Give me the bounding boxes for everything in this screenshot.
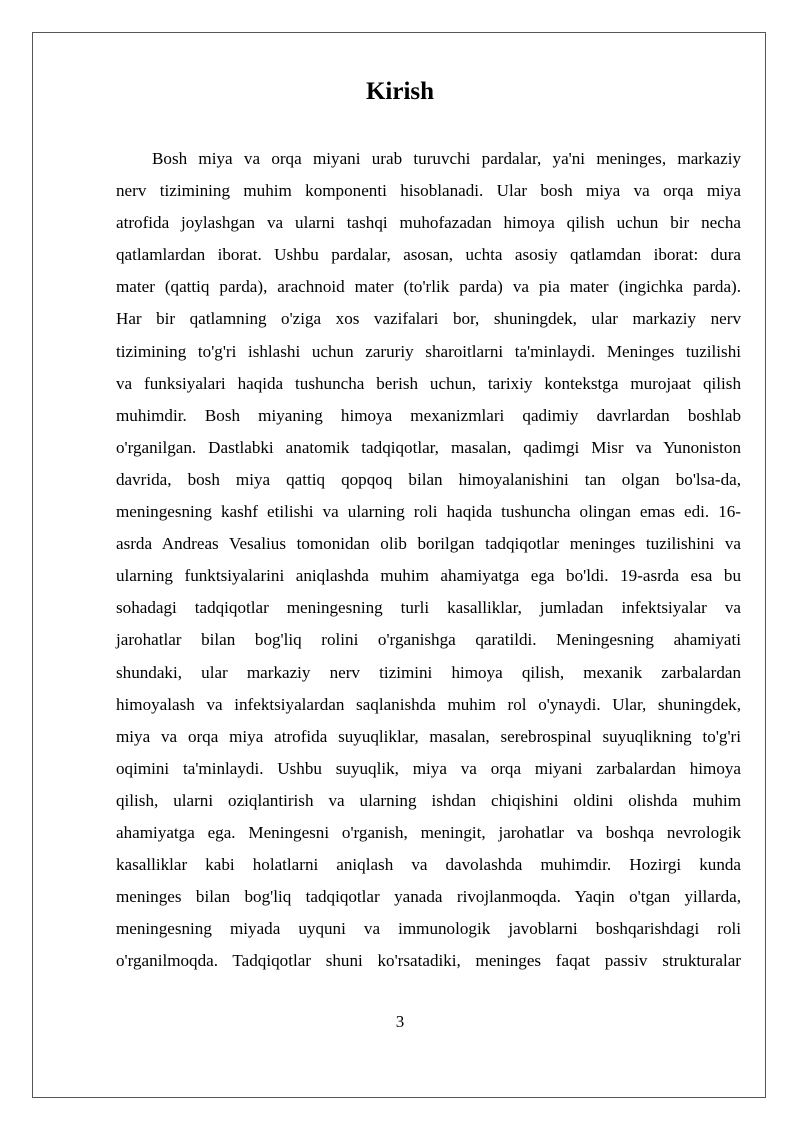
text-line: ahamiyatga ega. Meningesni o'rganish, meningit, jarohatlar va boshqa nevrologik [116,822,741,842]
text-line: miya va orqa miya atrofida suyuqliklar, masalan, serebrospinal suyuqlikning to'g'ri [116,726,741,746]
text-line: tizimining to'g'ri ishlashi uchun zaruriy sharoitlarni ta'minlaydi. Meninges tuzilishi [116,341,741,361]
text-line: ularning funktsiyalarini aniqlashda muhim ahamiyatga ega bo'ldi. 19-asrda esa bu [116,566,741,586]
page-number: 3 [395,1012,405,1031]
text-line: himoyalash va infektsiyalardan saqlanishda muhim rol o'ynaydi. Ular, shuningdek, [116,694,741,714]
body-paragraph [116,143,741,977]
text-line: asrda Andreas Vesalius tomonidan olib borilgan tadqiqotlar meninges tuzilishini va [116,534,741,554]
text-line: Bosh miya va orqa miyani urab turuvchi pardalar, ya'ni meninges, markaziy [152,149,741,168]
text-line: atrofida joylashgan va ularni tashqi muhofazadan himoya qilish uchun bir necha [116,213,741,233]
text-line: qilish, ularni oziqlantirish va ularning ishdan chiqishini oldini olishda muhim [116,790,741,810]
text-line: davrida, bosh miya qattiq qopqoq bilan himoyalanishini tan olgan bo'lsa-da, [116,469,741,489]
text-line: sohadagi tadqiqotlar meningesning turli kasalliklar, jumladan infektsiyalar va [116,598,741,618]
text-line: qatlamlardan iborat. Ushbu pardalar, asosan, uchta asosiy qatlamdan iborat: dura [116,245,741,265]
text-line: meninges bilan bog'liq tadqiqotlar yanada rivojlanmoqda. Yaqin o'tgan yillarda, [116,887,741,907]
text-line: mater (qattiq parda), arachnoid mater (to'rlik parda) va pia mater (ingichka parda). [116,277,741,297]
text-line: shundaki, ular markaziy nerv tizimini himoya qilish, mexanik zarbalardan [116,662,741,682]
text-line: muhimdir. Bosh miyaning himoya mexanizmlari qadimiy davrlardan boshlab [116,405,741,425]
text-line: va funksiyalari haqida tushuncha berish uchun, tarixiy kontekstga murojaat qilish [116,373,741,393]
text-line: Har bir qatlamning o'ziga xos vazifalari bor, shuningdek, ular markaziy nerv [116,309,741,329]
text-line: kasalliklar kabi holatlarni aniqlash va davolashda muhimdir. Hozirgi kunda [116,855,741,875]
text-line: meningesning miyada uyquni va immunologik javoblarni boshqarishdagi roli [116,919,741,939]
text-line: oqimini ta'minlaydi. Ushbu suyuqlik, miya va orqa miyani zarbalardan himoya [116,758,741,778]
text-line: jarohatlar bilan bog'liq rolini o'rganishga qaratildi. Meningesning ahamiyati [116,630,741,650]
page-title: Kirish [365,78,435,105]
text-line: o'rganilgan. Dastlabki anatomik tadqiqotlar, masalan, qadimgi Misr va Yunoniston [116,437,741,457]
text-line: o'rganilmoqda. Tadqiqotlar shuni ko'rsatadiki, meninges faqat passiv strukturalar [116,951,741,971]
text-line: meningesning kashf etilishi va ularning roli haqida tushuncha olingan emas edi. 16- [116,502,741,522]
text-line: nerv tizimining muhim komponenti hisoblanadi. Ular bosh miya va orqa miya [116,181,741,201]
